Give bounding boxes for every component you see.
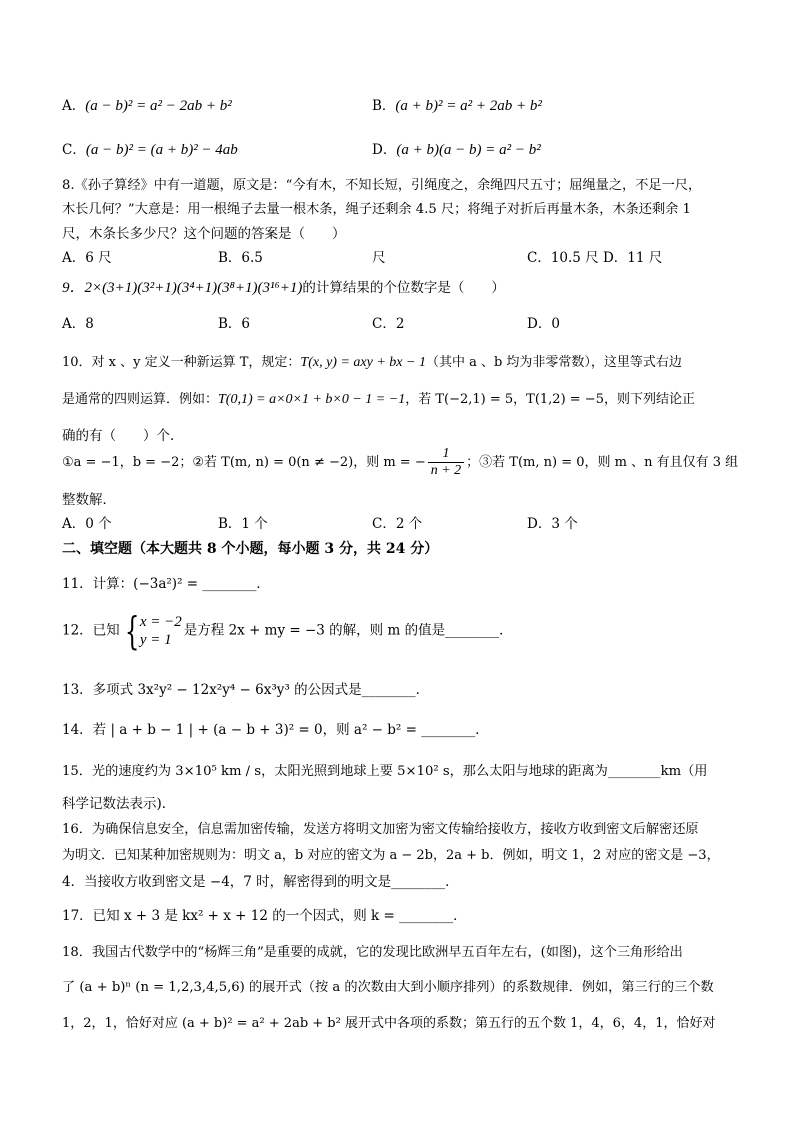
q12-system: [140, 613, 182, 649]
q9-option-b: B．6: [218, 316, 251, 332]
q18-line-3: 1，2，1，恰好对应 (a + b)² = a² + 2ab + b² 展开式中各项的系数；第五行的五个数 1，4，6，4，1，恰好对: [62, 1016, 716, 1031]
q9-option-a: A．8: [62, 316, 94, 332]
q10-line-3: 确的有（ ）个．: [62, 428, 184, 444]
section-2-title: 二、填空题（本大题共 8 个小题，每小题 3 分，共 24 分）: [62, 541, 439, 557]
q10-definition: T(x, y) = axy + bx − 1: [300, 355, 426, 370]
q8-option-b-unit: 尺: [372, 250, 386, 266]
q10-fraction-numerator: 1: [428, 446, 464, 463]
q16-line-3: 4．当接收方收到密文是 −4，7 时，解密得到的明文是________．: [62, 874, 459, 890]
q14: 14．若 | a + b − 1 | + (a − b + 3)² = 0，则 a² − b² = ________．: [62, 722, 489, 738]
q8-line-3: 尺，木条长多少尺？这个问题的答案是（ ）: [62, 226, 346, 242]
q10-fraction: [428, 446, 464, 479]
q18-line-2: 了 (a + b)ⁿ (n = 1,2,3,4,5,6) 的展开式（按 a 的次数由大到小顺序排列）的系数规律．例如，第三行的三个数: [62, 980, 714, 995]
q12-brace: {: [124, 609, 140, 653]
q18-line-1: 18．我国古代数学中的“杨辉三角”是重要的成就，它的发现比欧洲早五百年左右，(如图)，这个三角形给出: [62, 945, 683, 960]
q8-line-2: 木长几何？”大意是：用一根绳子去量一根木条，绳子还剩余 4.5 尺；将绳子对折后再量木条，木条还剩余 1: [62, 202, 691, 217]
q7-option-c-label: C．: [62, 142, 86, 158]
q9-option-c: C．2: [372, 316, 405, 332]
q15-line-2: 科学记数法表示)．: [62, 796, 176, 812]
q16-line-2: 为明文．已知某种加密规则为：明文 a，b 对应的密文为 a − 2b，2a + b．例如，明文 1，2 对应的密文是 −3，: [62, 848, 720, 863]
q7-option-c-expr: (a − b)² = (a + b)² − 4ab: [85, 142, 238, 158]
q10-line-1c: （其中 a 、b 均为非零常数），这里等式右边: [425, 355, 682, 370]
q10-line-4a: ①a = −1，b = −2；②若 T(m, n) = 0(n ≠ −2)，则 m = −: [62, 455, 426, 470]
q10-option-d: D．3 个: [527, 516, 578, 532]
q10-fraction-denominator: n + 2: [430, 463, 462, 478]
q10-example: T(0,1) = a×0×1 + b×0 − 1 = −1: [218, 392, 406, 407]
q9-text: 的计算结果的个位数字是（ ）: [302, 280, 505, 296]
q7-option-c: [62, 140, 238, 160]
q9-expression: 9．2×(3+1)(3²+1)(3⁴+1)(3⁸+1)(3¹⁶+1): [62, 280, 303, 296]
q10-line-1: [62, 353, 682, 373]
q8-option-b: B．6.5: [218, 250, 263, 266]
q9-stem: [62, 278, 505, 298]
q7-option-b: [372, 96, 542, 116]
q10-line-2a: 是通常的四则运算．例如：: [62, 392, 219, 407]
q7-option-d-label: D．: [372, 142, 397, 158]
q11: 11．计算：(−3a²)² = ________．: [62, 576, 270, 592]
q10-line-4: [62, 446, 738, 479]
q9-option-d: D．0: [527, 316, 560, 332]
q15-line-1: 15．光的速度约为 3×10⁵ km / s，太阳光照到地球上要 5×10² s，那么太阳与地球的距离为________km（用: [62, 764, 708, 779]
q13: 13．多项式 3x²y² − 12x²y⁴ − 6x³y³ 的公因式是________．: [62, 682, 430, 698]
q10-line-4b: ；③若 T(m, n) = 0，则 m 、n 有且仅有 3 组: [466, 455, 739, 470]
q10-option-a: A．0 个: [62, 516, 112, 532]
q7-option-a-label: A．: [62, 98, 86, 114]
q10-line-2c: ，若 T(−2,1) = 5，T(1,2) = −5，则下列结论正: [405, 392, 695, 407]
q7-option-a: [62, 96, 232, 116]
q8-option-a: A．6 尺: [62, 250, 112, 266]
q7-option-b-label: B．: [372, 98, 396, 114]
q12-post: 是方程 2x + my = −3 的解，则 m 的值是________．: [183, 622, 513, 639]
q12-pre: 12．已知: [62, 622, 120, 639]
q12-eq-2: y = 1: [139, 632, 172, 648]
q10-option-b: B．1 个: [218, 516, 268, 532]
q10-option-c: C．2 个: [372, 516, 423, 532]
q12: [62, 609, 513, 653]
q7-option-a-expr: (a − b)² = a² − 2ab + b²: [85, 98, 232, 114]
q16-line-1: 16．为确保信息安全，信息需加密传输，发送方将明文加密为密文传输给接收方，接收方收到密文后解密还原: [62, 822, 699, 837]
q8-option-cd: C．10.5 尺 D．11 尺: [527, 250, 663, 266]
q7-option-d: [372, 140, 541, 160]
q10-line-1a: 10．对 x 、y 定义一种新运算 T，规定：: [62, 355, 301, 370]
q17: 17．已知 x + 3 是 kx² + x + 12 的一个因式，则 k = ________．: [62, 908, 467, 924]
q10-line-5: 整数解．: [62, 492, 116, 508]
q8-line-1: 8.《孙子算经》中有一道题，原文是：“今有木，不知长短，引绳度之，余绳四尺五寸；屈绳量之，不足一尺，: [62, 178, 702, 193]
q7-option-d-expr: (a + b)(a − b) = a² − b²: [396, 142, 541, 158]
q12-eq-1: x = −2: [139, 614, 182, 630]
q10-line-2: [62, 390, 695, 410]
q7-option-b-expr: (a + b)² = a² + 2ab + b²: [395, 98, 542, 114]
